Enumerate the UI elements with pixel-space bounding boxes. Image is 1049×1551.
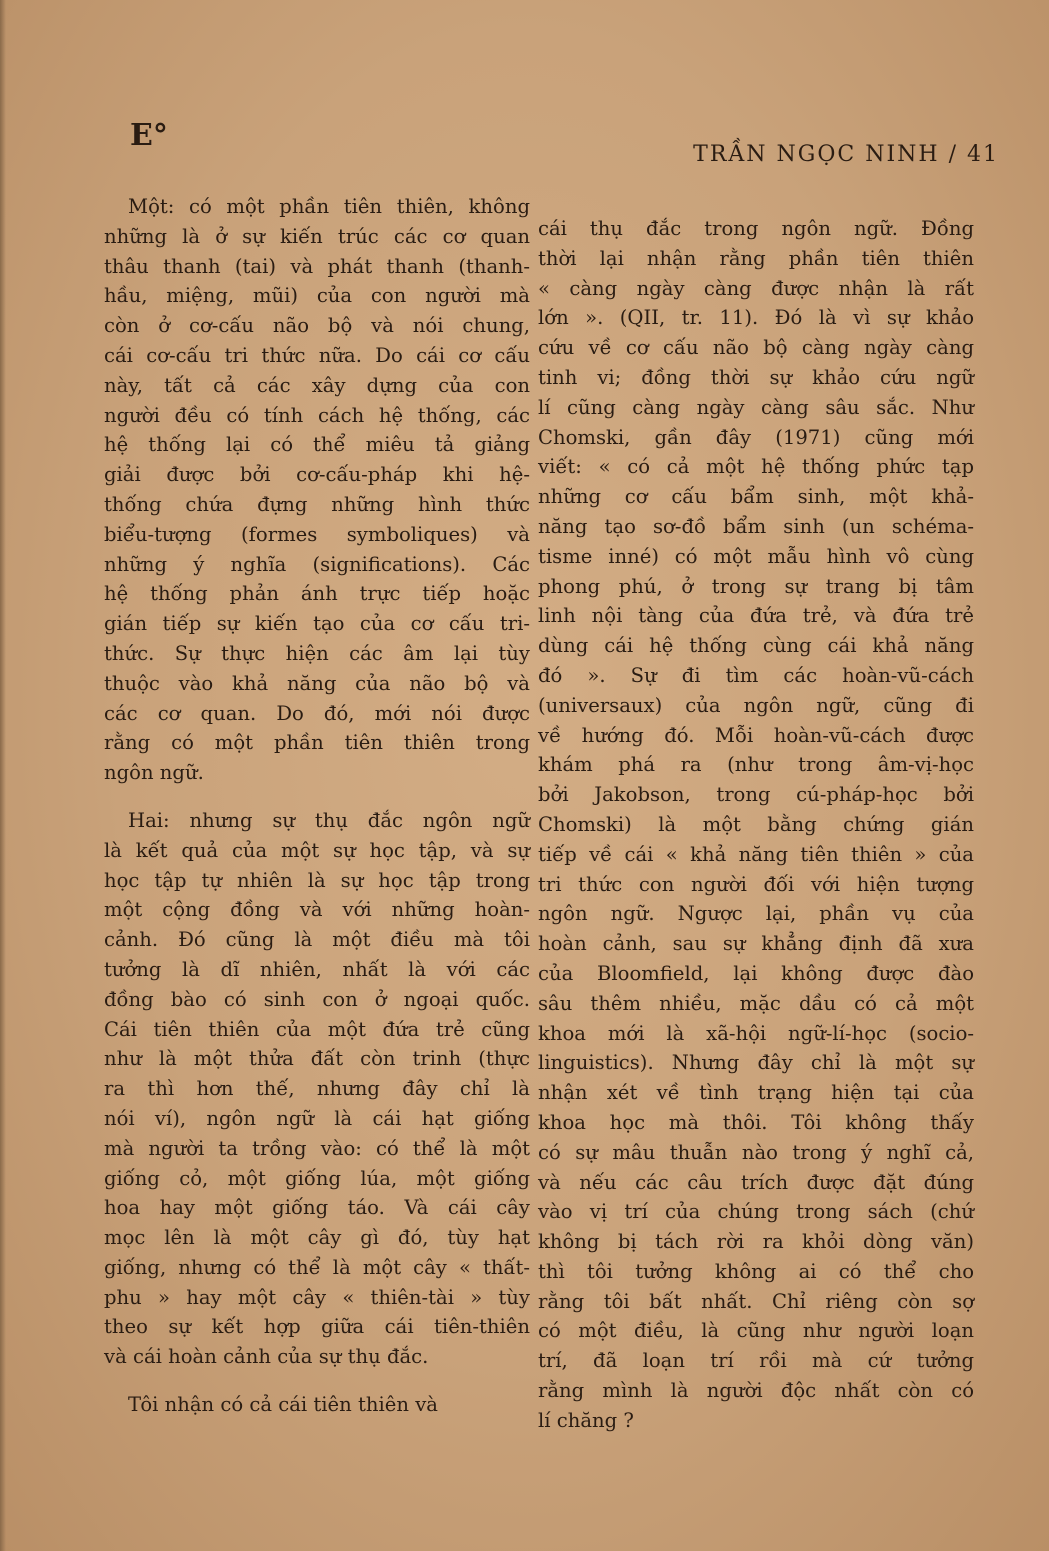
text-line: khoa học mà thôi. Tôi không thấy [538,1110,974,1134]
text-line: biểu-tượng (formes symboliques) và [104,522,530,546]
text-line: này, tất cả các xây dựng của con [104,373,530,397]
page-edge-shadow [0,0,6,1551]
signature-mark: E° [130,118,168,153]
text-line: Tôi nhận có cả cái tiên thiên và [128,1393,438,1417]
text-line: Cái tiên thiên của một đứa trẻ cũng [104,1017,530,1041]
text-line: cứu về cơ cấu não bộ càng ngày càng [538,336,974,360]
text-line: linguistics). Nhưng đây chỉ là một sự [538,1051,974,1075]
text-line: rằng có một phần tiên thiên trong [104,731,530,755]
text-line: hệ thống phản ánh trực tiếp hoặc [104,582,530,606]
text-line: Chomski) là một bằng chứng gián [538,812,974,836]
text-line: giải được bởi cơ-cấu-pháp khi hệ- [104,463,530,487]
text-line: tisme inné) có một mẫu hình vô cùng [538,544,974,568]
text-line: và cái hoàn cảnh của sự thụ đắc. [104,1345,429,1369]
right-text-column [538,214,974,1436]
text-line: vào vị trí của chúng trong sách (chứ [538,1200,974,1224]
text-line: khoa mới là xã-hội ngữ-lí-học (socio- [538,1021,974,1045]
text-line: ngôn ngữ. [104,761,204,785]
text-line: nói ví), ngôn ngữ là cái hạt giống [104,1106,530,1130]
text-line: ra thì hơn thế, nhưng đây chỉ là [104,1077,530,1101]
text-line: thời lại nhận rằng phần tiên thiên [538,246,974,270]
text-line: (universaux) của ngôn ngữ, cũng đi [538,693,974,717]
text-line: tri thức con người đối với hiện tượng [538,872,974,896]
text-line: « càng ngày càng được nhận là rất [538,276,974,300]
text-line: hoàn cảnh, sau sự khẳng định đã xưa [538,932,974,956]
left-text-column [104,192,530,1420]
text-line: hoa hay một giống táo. Và cái cây [104,1196,530,1220]
paragraph-gap [104,1372,530,1390]
text-line: thì tôi tưởng không ai có thể cho [538,1259,974,1283]
text-line: nhận xét về tình trạng hiện tại của [538,1081,974,1105]
text-line: thuộc vào khả năng của não bộ và [104,671,530,695]
text-line: rằng mình là người độc nhất còn có [538,1379,974,1403]
text-line: lí chăng ? [538,1408,634,1432]
text-line: sâu thêm nhiều, mặc dầu có cả một [538,991,974,1015]
text-line: mọc lên là một cây gì đó, tùy hạt [104,1226,530,1250]
text-line: về hướng đó. Mỗi hoàn-vũ-cách được [538,723,974,747]
text-line: rằng tôi bất nhất. Chỉ riêng còn sợ [538,1289,974,1313]
text-line: cái cơ-cấu tri thức nữa. Do cái cơ cấu [104,343,530,367]
text-line: theo sự kết hợp giữa cái tiên-thiên [104,1315,530,1339]
text-line: lí cũng càng ngày càng sâu sắc. Như [538,395,974,419]
text-line: hầu, miệng, mũi) của con người mà [104,284,530,308]
text-line: cảnh. Đó cũng là một điều mà tôi [104,928,530,952]
text-line: của Bloomfield, lại không được đào [538,961,974,985]
running-header: TRẦN NGỌC NINH / 41 [693,142,999,167]
text-line: phu » hay một cây « thiên-tài » tùy [104,1285,530,1309]
text-line: Hai: nhưng sự thụ đắc ngôn ngữ [128,808,530,832]
text-line: bởi Jakobson, trong cú-pháp-học bởi [538,783,974,807]
text-line: là kết quả của một sự học tập, và sự [104,838,530,862]
text-line: ngôn ngữ. Ngược lại, phần vụ của [538,902,974,926]
text-line: không bị tách rời ra khỏi dòng văn) [538,1230,974,1254]
text-line: thức. Sự thực hiện các âm lại tùy [104,641,530,665]
text-line: lớn ». (QII, tr. 11). Đó là vì sự khảo [538,306,974,330]
text-line: có sự mâu thuẫn nào trong ý nghĩ cả, [538,1140,974,1164]
text-line: giống cỏ, một giống lúa, một giống [104,1166,530,1190]
text-line: dùng cái hệ thống cùng cái khả năng [538,634,974,658]
text-line: một cộng đồng và với những hoàn- [104,898,530,922]
text-line: tinh vi; đồng thời sự khảo cứu ngữ [538,365,974,389]
text-line: những là ở sự kiến trúc các cơ quan [104,224,530,248]
text-line: cái thụ đắc trong ngôn ngữ. Đồng [538,217,974,240]
text-line: linh nội tàng của đứa trẻ, và đứa trẻ [538,604,974,628]
text-line: có một điều, là cũng như người loạn [538,1319,974,1343]
text-line: những cơ cấu bẩm sinh, một khả- [538,485,974,509]
text-line: mà người ta trồng vào: có thể là một [104,1136,530,1160]
text-line: như là một thửa đất còn trinh (thực [104,1047,530,1071]
text-line: hệ thống lại có thể miêu tả giảng [104,433,530,457]
text-line: những ý nghĩa (significations). Các [104,552,530,576]
paragraph-gap [104,788,530,806]
text-line: khám phá ra (như trong âm-vị-học [538,753,974,777]
text-line: còn ở cơ-cấu não bộ và nói chung, [104,314,530,338]
text-line: đồng bào có sinh con ở ngoại quốc. [104,987,530,1011]
text-line: học tập tự nhiên là sự học tập trong [104,868,530,892]
text-line: viết: « có cả một hệ thống phức tạp [538,455,974,479]
text-line: và nếu các câu trích được đặt đúng [538,1170,974,1194]
text-line: thâu thanh (tai) và phát thanh (thanh- [104,254,530,278]
text-line: Chomski, gần đây (1971) cũng mới [538,425,974,449]
text-line: thống chứa đựng những hình thức [104,492,530,516]
text-line: năng tạo sơ-đồ bẩm sinh (un schéma- [538,514,974,538]
text-line: người đều có tính cách hệ thống, các [104,403,530,427]
text-line: tiếp về cái « khả năng tiên thiên » của [538,842,974,866]
text-line: phong phú, ở trong sự trang bị tâm [538,574,974,598]
text-line: gián tiếp sự kiến tạo của cơ cấu tri- [104,612,530,636]
text-line: giống, nhưng có thể là một cây « thất- [104,1255,530,1279]
text-line: Một: có một phần tiên thiên, không [128,195,530,218]
text-line: trí, đã loạn trí rồi mà cứ tưởng [538,1349,974,1373]
text-line: tưởng là dĩ nhiên, nhất là với các [104,957,530,981]
text-line: các cơ quan. Do đó, mới nói được [104,701,530,725]
text-line: đó ». Sự đi tìm các hoàn-vũ-cách [538,663,974,687]
